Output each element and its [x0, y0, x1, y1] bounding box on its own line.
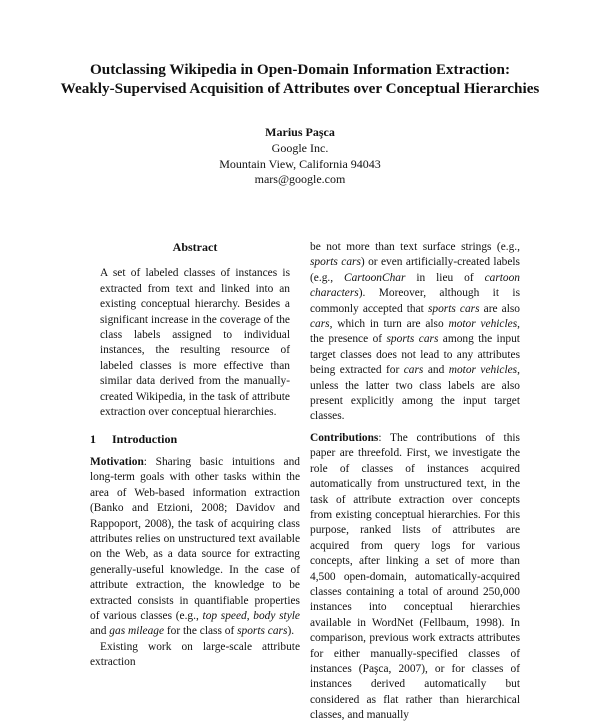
right-paragraph-2 — [310, 431, 520, 724]
author-email: mars@google.com — [254, 172, 346, 187]
italic-term: sports cars — [427, 302, 480, 315]
right-column — [310, 240, 520, 724]
author-name: Marius Paşca — [265, 125, 335, 139]
text-run: ). — [287, 625, 295, 638]
motivation-lead: Motivation — [90, 455, 144, 468]
text-run: ). Moreover, although it is commonly accepted that — [310, 287, 520, 315]
intro-paragraph-2: Existing work on large-scale attribute extraction — [90, 640, 300, 669]
title-line-2: Weakly-Supervised Acquisition of Attributes over Conceptual Hierarchies — [60, 80, 540, 97]
text-run: and — [423, 364, 449, 377]
text-run: , the presence of — [310, 318, 521, 346]
text-run: in lieu of — [405, 271, 485, 284]
author-block — [100, 125, 500, 188]
section-number: 1 — [90, 432, 96, 447]
text-run: among the input target classes does not lead to any attributes being extracted for — [310, 333, 520, 377]
text-run: : The contributions of this paper are threefold. First, we investigate the role of classes of instances acquired automatically from unstructured text, in the task of attribute extraction over concepts from existing conceptual hierarchies. For this purpose, ranked lists of attributes are acquired from query logs for various concepts, after linking a set of more than 4,500 open-domain, automatically-acquired classes containing a total of around 250,000 instances into conceptual hierarchies available in WordNet (Fellbaum, 1998). In comparison, previous work extracts attributes for either manually-specified classes of instances (Paşca, 2007), or for classes of instances derived automatically but considered as flat rather than hierarchical classes, and manually — [310, 431, 520, 722]
text-run: , which in turn are also — [329, 318, 449, 331]
left-column — [90, 240, 300, 671]
italic-term: top speed — [202, 609, 247, 622]
paper-title — [30, 60, 570, 98]
abstract-heading: Abstract — [172, 240, 218, 254]
italic-term: cars — [403, 364, 424, 377]
text-run: ) or even artificially-created labels (e.g., — [310, 256, 520, 284]
title-line-1: Outclassing Wikipedia in Open-Domain Information Extraction: — [89, 61, 511, 78]
right-paragraph-1 — [310, 240, 520, 425]
italic-term: sports cars — [237, 625, 288, 638]
italic-term: cars — [310, 318, 330, 331]
intro-paragraph-1 — [90, 455, 300, 640]
italic-term: motor vehicles — [448, 364, 518, 377]
italic-term: gas mileage — [109, 625, 165, 638]
italic-term: motor vehicles — [448, 318, 518, 331]
text-run: are also — [479, 302, 520, 315]
italic-term: sports cars — [386, 333, 439, 346]
italic-term: cartoon characters — [310, 271, 520, 300]
author-address: Mountain View, California 94043 — [219, 156, 381, 171]
author-affiliation: Google Inc. — [271, 140, 329, 155]
text-run: for the class of — [164, 625, 238, 638]
contributions-lead: Contributions — [310, 431, 379, 444]
italic-term: body style — [253, 609, 300, 622]
section-heading-introduction — [90, 432, 300, 447]
text-run: , unless the latter two class labels are also present explicitly among the input target classes. — [310, 364, 520, 423]
italic-term: sports cars — [310, 256, 361, 269]
abstract-body: A set of labeled classes of instances is extracted from text and linked into an existing conceptual hierarchy. Besides a significant increase in the coverage of the class labels assigned to individual instances, the resulting resource of labeled classes is more effective than similar data derived from the manually-created Wikipedia, in the task of attribute extraction over conceptual hierarchies. — [100, 267, 290, 419]
text-run: be not more than text surface strings (e.g., — [310, 241, 520, 253]
section-title: Introduction — [112, 432, 178, 447]
text-run: and — [90, 625, 110, 638]
text-run: , — [246, 609, 254, 622]
italic-term: CartoonChar — [344, 271, 406, 284]
text-run: : Sharing basic intuitions and long-term goals with other tasks within the area of Web-based information extraction (Banko and Etzioni, 2008; Davidov and Rappoport, 2008), the task of acquiring class attributes relies on unstructured text available on the Web, as a data source for extracting generally-useful knowledge. In the case of attribute extraction, the knowledge to be extracted consists in quantifiable properties of various classes (e.g., — [90, 455, 300, 622]
